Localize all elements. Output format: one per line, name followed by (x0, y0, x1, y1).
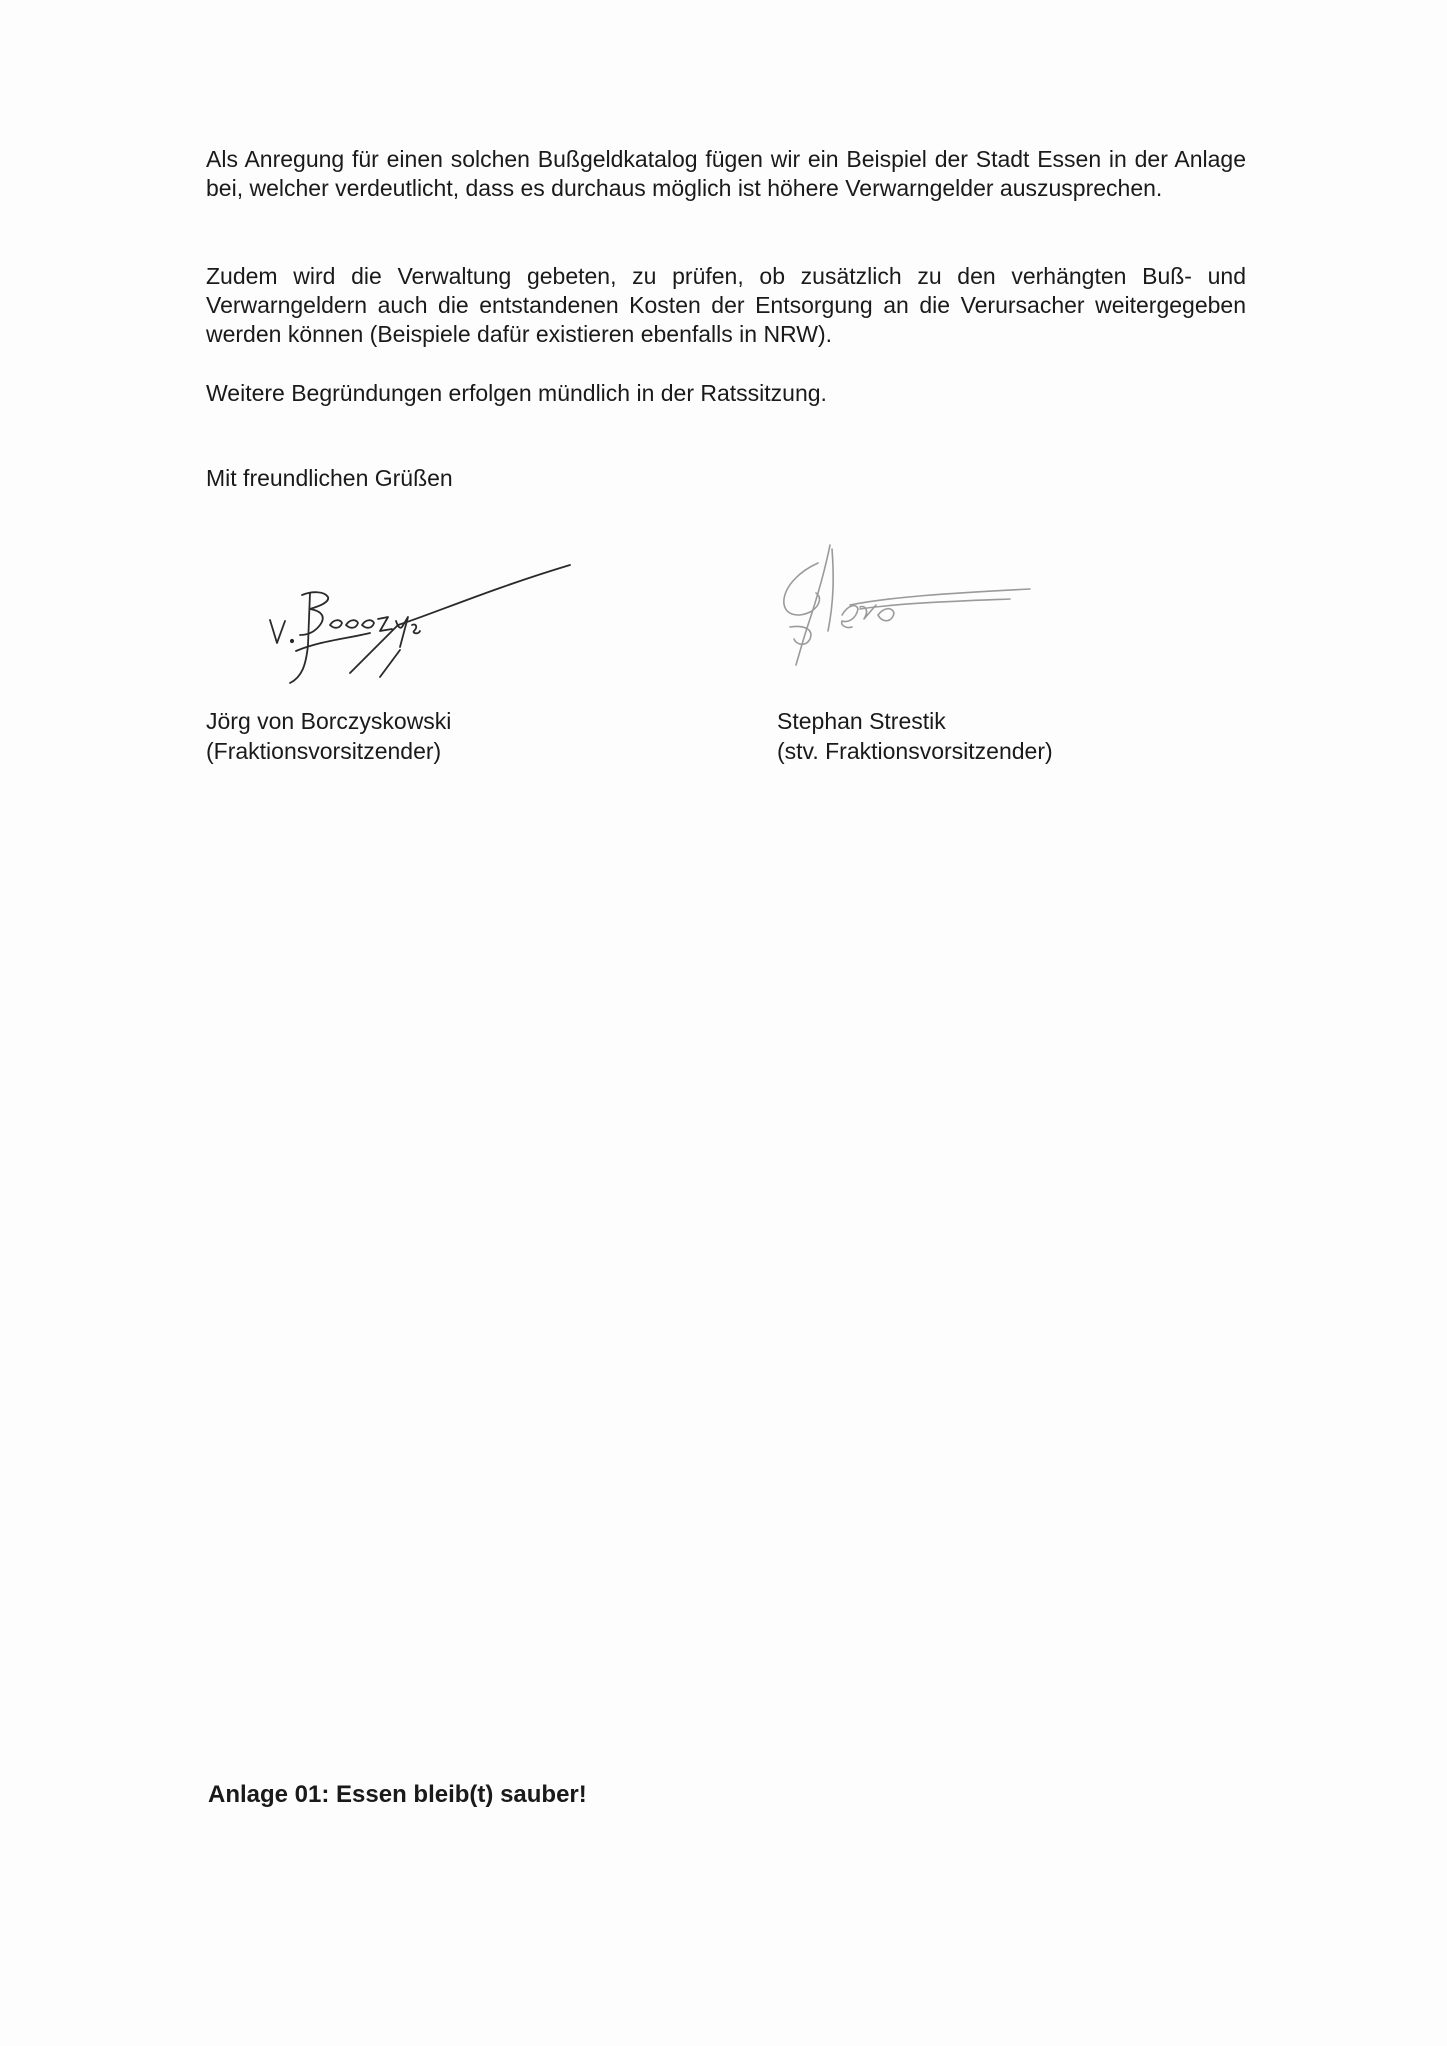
signatory-name: Stephan Strestik (777, 708, 946, 734)
attachment-heading: Anlage 01: Essen bleib(t) sauber! (208, 1781, 587, 1808)
signature-borczyskowski (250, 555, 585, 690)
signature-strestik (760, 535, 1040, 680)
closing-greeting: Mit freundlichen Grüßen (206, 465, 453, 491)
signatory-role: (stv. Fraktionsvorsitzender) (777, 738, 1053, 764)
paragraph-attachment-reference: Als Anregung für einen solchen Bußgeldkatalog fügen wir ein Beispiel der Stadt Essen in der Anlage bei, welcher verdeutlicht, dass es durchaus möglich ist höhere Verwarngelder auszusprechen. (206, 146, 1246, 201)
signatory-role: (Fraktionsvorsitzender) (206, 738, 442, 764)
paragraph-further-reasons: Weitere Begründungen erfolgen mündlich in der Ratssitzung. (206, 380, 827, 406)
signatory-right (777, 706, 1053, 766)
paragraph-disposal-costs: Zudem wird die Verwaltung gebeten, zu prüfen, ob zusätzlich zu den verhängten Buß- und Verwarngeldern auch die entstandenen Kosten der Entsorgung an die Verursacher weitergegeben werden können (Beispiele dafür existieren ebenfalls in NRW). (206, 263, 1246, 347)
signatory-name: Jörg von Borczyskowski (206, 708, 452, 734)
signatory-left (206, 706, 451, 766)
